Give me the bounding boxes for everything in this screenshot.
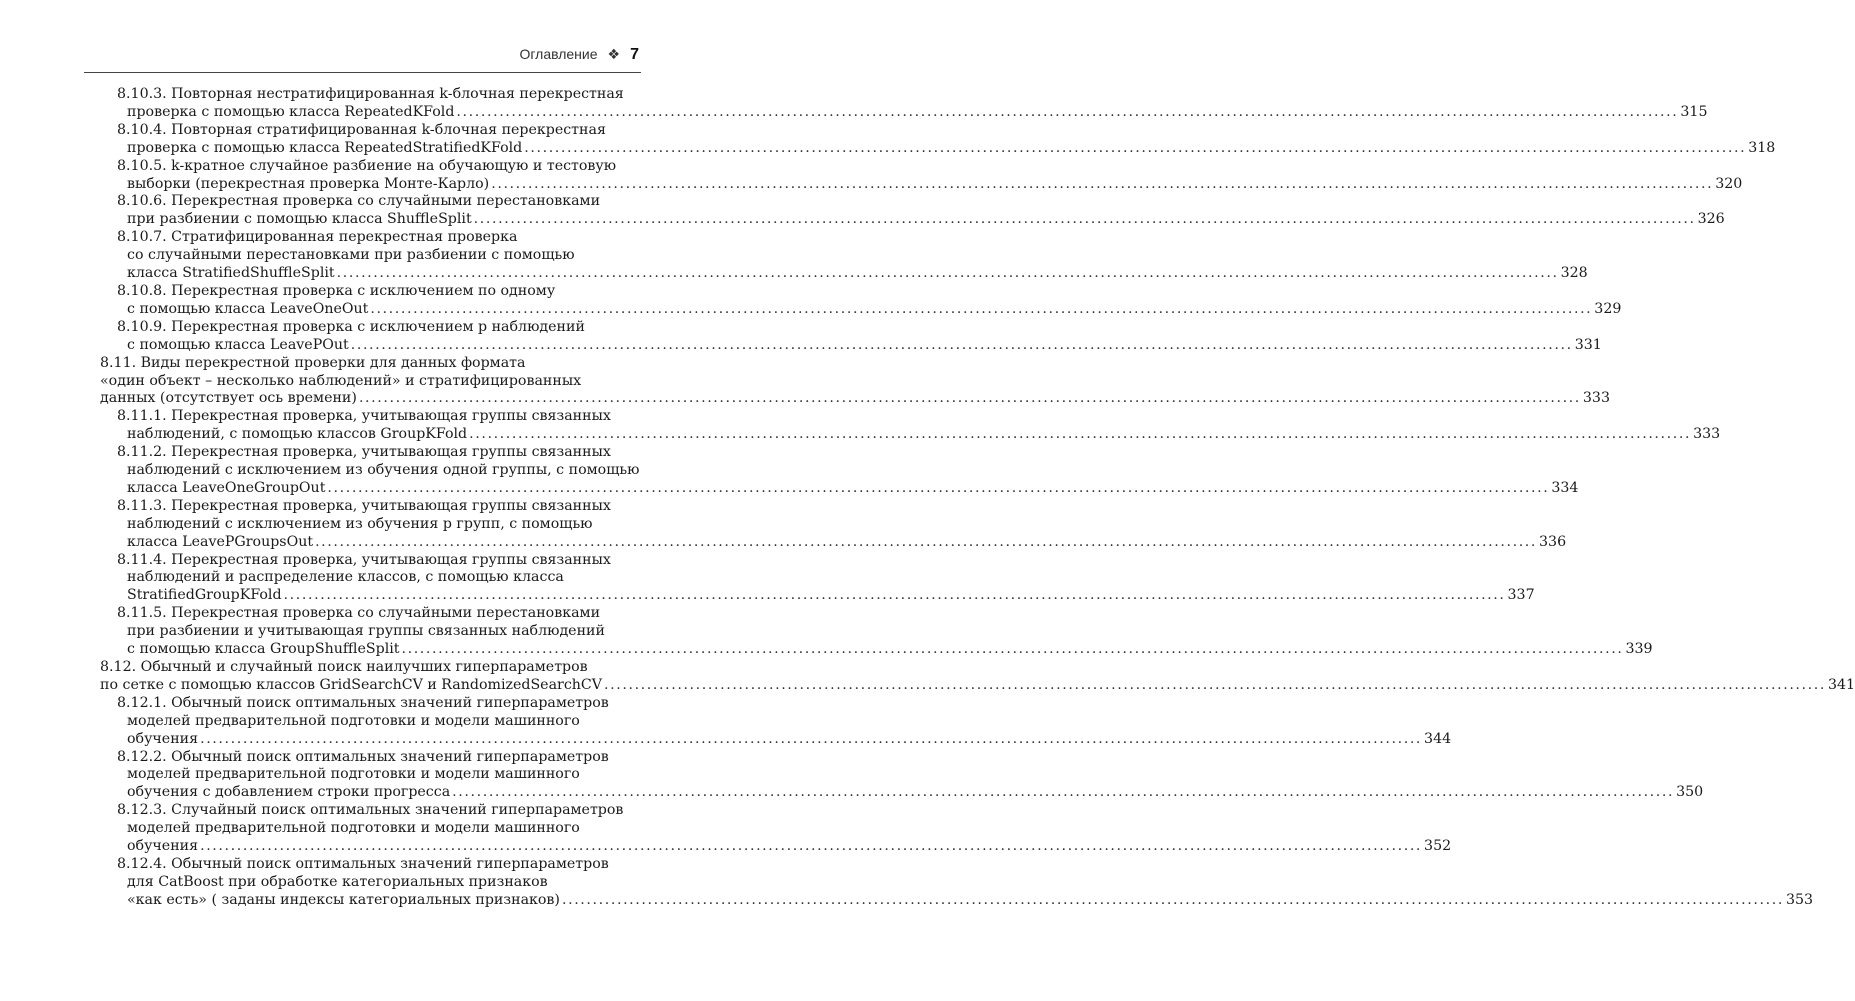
toc-entry-line: обучения <box>127 838 199 855</box>
toc-entry-line: наблюдений с исключением из обучения p групп, с помощью <box>127 515 593 532</box>
toc-entry-line: моделей предварительной подготовки и модели машинного <box>127 766 580 783</box>
toc-entry-final-line <box>117 891 1814 910</box>
toc-entry-final-line <box>117 730 1452 749</box>
header-rule <box>84 72 641 73</box>
toc-entry-line: обучения <box>127 730 199 747</box>
toc-entry-line: StratifiedGroupKFold <box>127 587 282 604</box>
toc-entry[interactable] <box>117 318 1602 355</box>
toc-entry[interactable] <box>117 444 1579 498</box>
toc-entry[interactable] <box>100 354 1610 409</box>
toc-entry-final-line <box>100 676 1855 695</box>
toc-entry-line: «как есть» ( заданы индексы категориальных признаков) <box>127 891 560 908</box>
toc-entry[interactable] <box>117 157 1743 194</box>
dot-leader: ........................................................................................................................................................................................................ <box>370 300 1593 317</box>
table-of-contents <box>0 86 1855 910</box>
toc-entry-line: с помощью класса LeavePOut <box>127 336 349 353</box>
toc-entry-line: 8.12.3. Случайный поиск оптимальных значений гиперпараметров <box>117 802 624 819</box>
toc-entry[interactable] <box>117 408 1721 444</box>
header-section-title: Оглавление <box>519 46 598 62</box>
toc-entry[interactable] <box>117 605 1653 659</box>
toc-entry-line: моделей предварительной подготовки и модели машинного <box>127 712 580 729</box>
toc-entry-line: 8.10.6. Перекрестная проверка со случайными перестановками <box>117 193 601 210</box>
toc-entry-final-line <box>100 390 1610 408</box>
dot-leader: ........................................................................................................................................................................................................ <box>358 390 1581 407</box>
toc-entry[interactable] <box>100 659 1855 695</box>
toc-page-number[interactable]: 334 <box>1551 479 1579 496</box>
toc-entry-final-line <box>117 838 1452 856</box>
dot-leader: ........................................................................................................................................................................................................ <box>561 891 1784 908</box>
toc-page-number[interactable]: 331 <box>1574 336 1602 353</box>
dot-leader: ........................................................................................................................................................................................................ <box>456 103 1679 120</box>
toc-entry-line: 8.10.5. k-кратное случайное разбиение на обучающую и тестовую <box>117 157 617 174</box>
toc-entry-line: наблюдений, с помощью классов GroupKFold <box>127 426 468 443</box>
running-header <box>84 46 639 70</box>
toc-entry-line: наблюдений с исключением из обучения одной группы, с помощью <box>127 462 640 479</box>
toc-entry-line: 8.10.8. Перекрестная проверка с исключением по одному <box>117 282 556 299</box>
toc-entry[interactable] <box>117 193 1725 229</box>
toc-entry[interactable] <box>117 121 1776 158</box>
toc-entry-final-line <box>117 265 1588 283</box>
toc-entry[interactable] <box>117 855 1814 910</box>
toc-entry[interactable] <box>117 86 1708 122</box>
toc-entry-line: обучения с добавлением строки прогресса <box>127 784 451 801</box>
toc-entry-line: «один объект – несколько наблюдений» и стратифицированных <box>100 372 582 389</box>
toc-page-number[interactable]: 329 <box>1594 300 1622 317</box>
toc-entry-line: проверка с помощью класса RepeatedStratifiedKFold <box>127 139 523 156</box>
toc-page-number[interactable]: 336 <box>1539 533 1567 550</box>
toc-entry-line: 8.12.1. Обычный поиск оптимальных значений гиперпараметров <box>117 694 609 711</box>
toc-entry[interactable] <box>117 551 1535 606</box>
toc-page-number[interactable]: 333 <box>1582 390 1610 407</box>
toc-page-number[interactable]: 344 <box>1424 730 1452 747</box>
toc-entry-line: 8.10.9. Перекрестная проверка с исключением p наблюдений <box>117 318 585 335</box>
toc-entry[interactable] <box>117 694 1452 749</box>
toc-entry-final-line <box>117 641 1653 659</box>
toc-entry-line: 8.11.2. Перекрестная проверка, учитывающая группы связанных <box>117 444 611 461</box>
toc-page-number[interactable]: 337 <box>1507 587 1535 604</box>
toc-entry-line: наблюдений и распределение классов, с помощью класса <box>127 569 564 586</box>
dot-leader: ........................................................................................................................................................................................................ <box>604 676 1826 693</box>
toc-entry-line: с помощью класса LeaveOneOut <box>127 300 369 317</box>
toc-entry-final-line <box>117 533 1567 552</box>
toc-entry-final-line <box>117 139 1776 158</box>
toc-entry-line: 8.11.1. Перекрестная проверка, учитывающая группы связанных <box>117 408 611 425</box>
toc-entry-line: 8.10.3. Повторная нестратифицированная k-блочная перекрестная <box>117 86 624 102</box>
toc-entry-line: по сетке с помощью классов GridSearchCV и RandomizedSearchCV <box>100 676 603 693</box>
toc-entry[interactable] <box>117 497 1567 552</box>
toc-entry-final-line <box>117 300 1622 319</box>
dot-leader: ........................................................................................................................................................................................................ <box>336 265 1559 282</box>
dot-leader: ........................................................................................................................................................................................................ <box>350 336 1573 353</box>
toc-entry-line: 8.12. Обычный и случайный поиск наилучших гиперпараметров <box>100 659 588 675</box>
toc-entry-line: моделей предварительной подготовки и модели машинного <box>127 820 580 837</box>
toc-entry-line: 8.11.5. Перекрестная проверка со случайными перестановками <box>117 605 601 622</box>
toc-entry-line: 8.11. Виды перекрестной проверки для данных формата <box>100 354 526 371</box>
dot-leader: ........................................................................................................................................................................................................ <box>327 479 1550 496</box>
page-number: 7 <box>630 46 639 63</box>
toc-entry-line: класса LeavePGroupsOut <box>127 533 314 550</box>
toc-page-number[interactable]: 333 <box>1693 426 1721 443</box>
dot-leader: ........................................................................................................................................................................................................ <box>283 587 1506 604</box>
toc-entry-final-line <box>117 175 1743 194</box>
toc-page-number[interactable]: 315 <box>1680 103 1708 120</box>
dot-leader: ........................................................................................................................................................................................................ <box>200 730 1423 747</box>
dot-leader: ........................................................................................................................................................................................................ <box>491 175 1714 192</box>
toc-entry-final-line <box>117 479 1579 498</box>
toc-page-number[interactable]: 341 <box>1827 676 1855 693</box>
dot-leader: ........................................................................................................................................................................................................ <box>401 641 1624 658</box>
toc-entry[interactable] <box>117 802 1452 856</box>
toc-entry-line: 8.12.4. Обычный поиск оптимальных значений гиперпараметров <box>117 855 609 872</box>
toc-entry-line: при разбиении с помощью класса ShuffleSplit <box>127 211 472 228</box>
toc-entry-final-line <box>117 426 1721 444</box>
toc-entry-final-line <box>117 336 1602 355</box>
toc-entry-final-line <box>117 211 1725 229</box>
toc-entry-line: класса LeaveOneGroupOut <box>127 479 326 496</box>
toc-entry-line: при разбиении и учитывающая группы связанных наблюдений <box>127 623 605 640</box>
dot-leader: ........................................................................................................................................................................................................ <box>315 533 1538 550</box>
toc-page-number[interactable]: 353 <box>1785 891 1814 908</box>
toc-page-number[interactable]: 350 <box>1676 784 1704 801</box>
toc-page-number[interactable]: 339 <box>1625 641 1653 658</box>
toc-entry-line: 8.11.4. Перекрестная проверка, учитывающая группы связанных <box>117 551 611 568</box>
toc-entry-line: проверка с помощью класса RepeatedKFold <box>127 103 455 120</box>
toc-entry-line: 8.12.2. Обычный поиск оптимальных значений гиперпараметров <box>117 748 609 765</box>
toc-entry-line: для CatBoost при обработке категориальных признаков <box>127 873 548 890</box>
dot-leader: ........................................................................................................................................................................................................ <box>524 139 1747 156</box>
toc-entry[interactable] <box>117 229 1588 283</box>
toc-entry-final-line <box>117 587 1535 605</box>
toc-page-number[interactable]: 326 <box>1697 211 1725 228</box>
dot-leader: ........................................................................................................................................................................................................ <box>473 211 1696 228</box>
dot-leader: ........................................................................................................................................................................................................ <box>452 784 1675 801</box>
toc-entry-line: 8.10.7. Стратифицированная перекрестная проверка <box>117 229 518 246</box>
toc-entry-line: выборки (перекрестная проверка Монте-Карло) <box>127 175 490 192</box>
toc-entry[interactable] <box>117 748 1704 803</box>
toc-entry-line: 8.10.4. Повторная стратифицированная k-блочная перекрестная <box>117 121 606 138</box>
dot-leader: ........................................................................................................................................................................................................ <box>469 426 1692 443</box>
toc-page-number[interactable]: 328 <box>1560 265 1588 282</box>
toc-entry-line: с помощью класса GroupShuffleSplit <box>127 641 400 658</box>
dot-leader: ........................................................................................................................................................................................................ <box>200 838 1423 855</box>
toc-page-number[interactable]: 320 <box>1715 175 1743 192</box>
toc-page-number[interactable]: 352 <box>1424 838 1452 855</box>
toc-entry-final-line <box>117 784 1704 802</box>
toc-entry-line: со случайными перестановками при разбиении с помощью <box>127 247 575 264</box>
diamond-ornament-icon: ❖ <box>607 46 621 62</box>
toc-page-number[interactable]: 318 <box>1748 139 1776 156</box>
toc-entry-line: данных (отсутствует ось времени) <box>100 390 357 407</box>
toc-entry-final-line <box>117 103 1708 122</box>
toc-entry[interactable] <box>117 282 1622 319</box>
toc-entry-line: 8.11.3. Перекрестная проверка, учитывающая группы связанных <box>117 497 611 514</box>
toc-entry-line: класса StratifiedShuffleSplit <box>127 265 335 282</box>
